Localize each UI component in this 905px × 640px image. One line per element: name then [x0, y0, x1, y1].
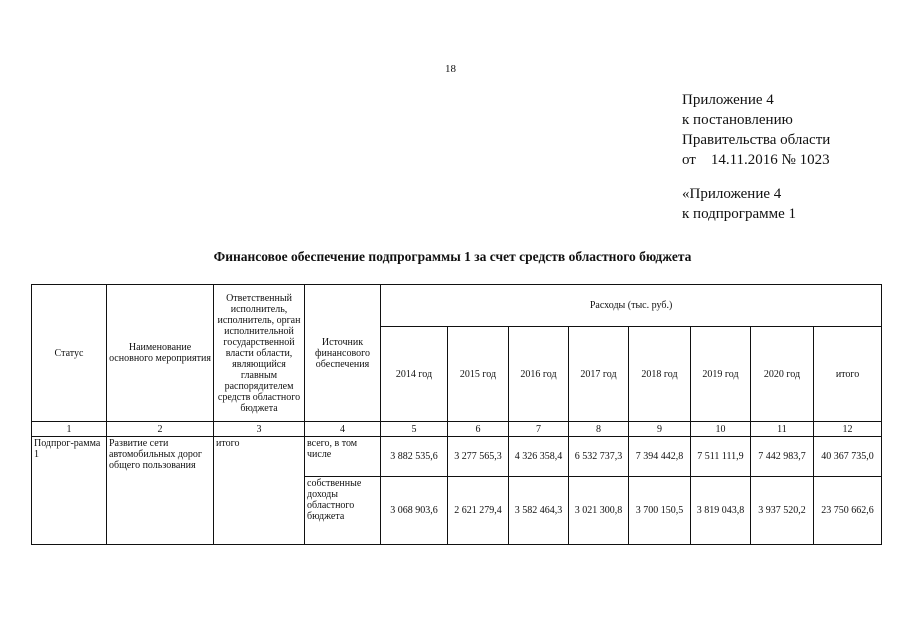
appendix-line: Приложение 4 [682, 92, 774, 108]
appendix-line: от 14.11.2016 № 1023 [682, 152, 830, 168]
column-number: 4 [305, 422, 381, 437]
value-cell: 3 819 043,8 [691, 477, 751, 545]
appendix-line: к постановлению [682, 112, 793, 128]
header-name: Наименование основного мероприятия [107, 285, 214, 422]
value-cell: 3 882 535,6 [381, 437, 448, 477]
finance-table [31, 284, 882, 545]
header-year: 2018 год [629, 327, 691, 422]
value-cell: 3 582 464,3 [509, 477, 569, 545]
value-cell: 7 511 111,9 [691, 437, 751, 477]
header-source: Источник финансового обеспечения [305, 285, 381, 422]
column-number: 8 [569, 422, 629, 437]
value-cell: 7 394 442,8 [629, 437, 691, 477]
total-cell: 40 367 735,0 [814, 437, 882, 477]
column-number: 9 [629, 422, 691, 437]
value-cell: 3 937 520,2 [751, 477, 814, 545]
header-year: 2020 год [751, 327, 814, 422]
value-cell: 6 532 737,3 [569, 437, 629, 477]
header-year: 2015 год [448, 327, 509, 422]
header-status: Статус [32, 285, 107, 422]
total-cell: 23 750 662,6 [814, 477, 882, 545]
appendix-block [682, 90, 830, 224]
header-year: 2019 год [691, 327, 751, 422]
column-number-row [32, 422, 882, 437]
column-number: 3 [214, 422, 305, 437]
page-number: 18 [445, 63, 456, 75]
status-cell: Подпрог-рамма 1 [32, 437, 107, 545]
column-number: 2 [107, 422, 214, 437]
value-cell: 4 326 358,4 [509, 437, 569, 477]
header-total: итого [814, 327, 882, 422]
name-cell: Развитие сети автомобильных дорог общего пользования [107, 437, 214, 545]
appendix-line: Правительства области [682, 132, 831, 148]
value-cell: 2 621 279,4 [448, 477, 509, 545]
column-number: 7 [509, 422, 569, 437]
value-cell: 3 021 300,8 [569, 477, 629, 545]
value-cell: 3 700 150,5 [629, 477, 691, 545]
header-executor: Ответственный исполнитель, исполнитель, орган исполнительной государственной власти области, являющийся главным распорядителем средств областного бюджета [214, 285, 305, 422]
header-year: 2014 год [381, 327, 448, 422]
appendix-line: к подпрограмме 1 [682, 206, 796, 222]
source-cell: всего, в том числе [305, 437, 381, 477]
header-year: 2016 год [509, 327, 569, 422]
header-row [32, 285, 882, 327]
column-number: 5 [381, 422, 448, 437]
header-expenses: Расходы (тыс. руб.) [381, 285, 882, 327]
column-number: 6 [448, 422, 509, 437]
value-cell: 3 277 565,3 [448, 437, 509, 477]
column-number: 10 [691, 422, 751, 437]
appendix-line: «Приложение 4 [682, 186, 782, 202]
column-number: 12 [814, 422, 882, 437]
document-title: Финансовое обеспечение подпрограммы 1 за счет средств областного бюджета [213, 249, 692, 264]
column-number: 1 [32, 422, 107, 437]
source-cell: собственные доходы областного бюджета [305, 477, 381, 545]
value-cell: 7 442 983,7 [751, 437, 814, 477]
executor-cell: итого [214, 437, 305, 545]
column-number: 11 [751, 422, 814, 437]
table-row [32, 437, 882, 477]
header-year: 2017 год [569, 327, 629, 422]
value-cell: 3 068 903,6 [381, 477, 448, 545]
